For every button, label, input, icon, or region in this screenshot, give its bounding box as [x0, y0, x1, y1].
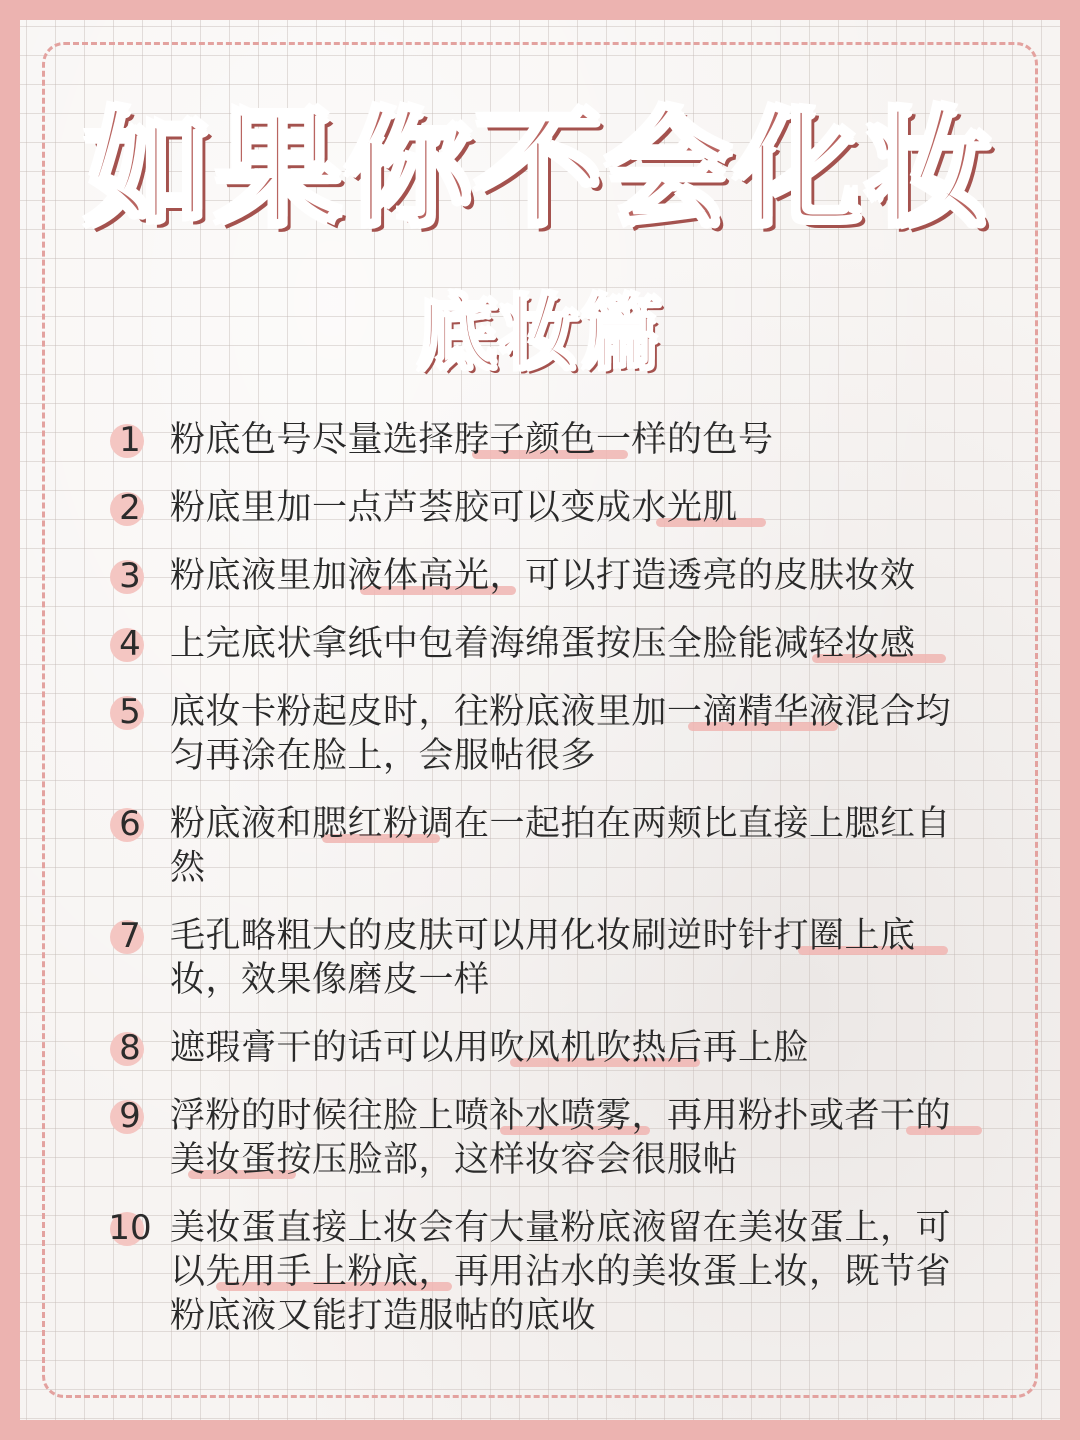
poster-title: 如果你不会化妆 — [85, 96, 995, 243]
tip-number: 7 — [119, 916, 141, 956]
tip-text: 粉底色号尽量选择脖子颜色一样的色号 — [170, 420, 774, 460]
tip-text: 美妆蛋直接上妆会有大量粉底液留在美妆蛋上，可以先用手上粉底，再用沾水的美妆蛋上妆，既节省粉底液又能打造服帖的底收 — [170, 1208, 952, 1336]
tip-number-badge — [108, 1026, 152, 1070]
tip-text: 上完底状拿纸中包着海绵蛋按压全脸能减轻妆感 — [170, 624, 916, 664]
tip-number-badge — [108, 418, 152, 462]
tip-number: 5 — [119, 692, 141, 732]
tip-text: 遮瑕膏干的话可以用吹风机吹热后再上脸 — [170, 1028, 810, 1068]
tip-number-badge — [108, 622, 152, 666]
tip-text: 粉底液里加液体高光，可以打造透亮的皮肤妆效 — [170, 556, 916, 596]
tip-text: 毛孔略粗大的皮肤可以用化妆刷逆时针打圈上底妆，效果像磨皮一样 — [170, 916, 916, 1000]
tip-number: 6 — [119, 804, 141, 844]
tip-text: 浮粉的时候往脸上喷补水喷雾，再用粉扑或者干的美妆蛋按压脸部，这样妆容会很服帖 — [170, 1096, 952, 1180]
tip-number-badge — [108, 486, 152, 530]
tip-number: 4 — [119, 624, 141, 664]
tip-text: 粉底液和腮红粉调在一起拍在两颊比直接上腮红自然 — [170, 804, 952, 888]
tip-number-badge — [108, 1094, 152, 1138]
tip-number-badge — [108, 1206, 152, 1250]
tip-number: 2 — [119, 488, 141, 528]
tip-number-badge — [108, 554, 152, 598]
tip-number: 10 — [108, 1208, 152, 1248]
tip-number-badge — [108, 690, 152, 734]
tip-number-badge — [108, 914, 152, 958]
poster-card — [20, 20, 1060, 1420]
tip-text: 粉底里加一点芦荟胶可以变成水光肌 — [170, 488, 739, 528]
poster-subtitle: 底妆篇 — [417, 287, 663, 380]
tip-number: 9 — [119, 1096, 141, 1136]
tip-number: 1 — [119, 420, 141, 460]
tip-number: 8 — [119, 1028, 141, 1068]
tip-number-badge — [108, 802, 152, 846]
tip-number: 3 — [119, 556, 141, 596]
tip-text: 底妆卡粉起皮时，往粉底液里加一滴精华液混合均匀再涂在脸上，会服帖很多 — [170, 692, 952, 776]
